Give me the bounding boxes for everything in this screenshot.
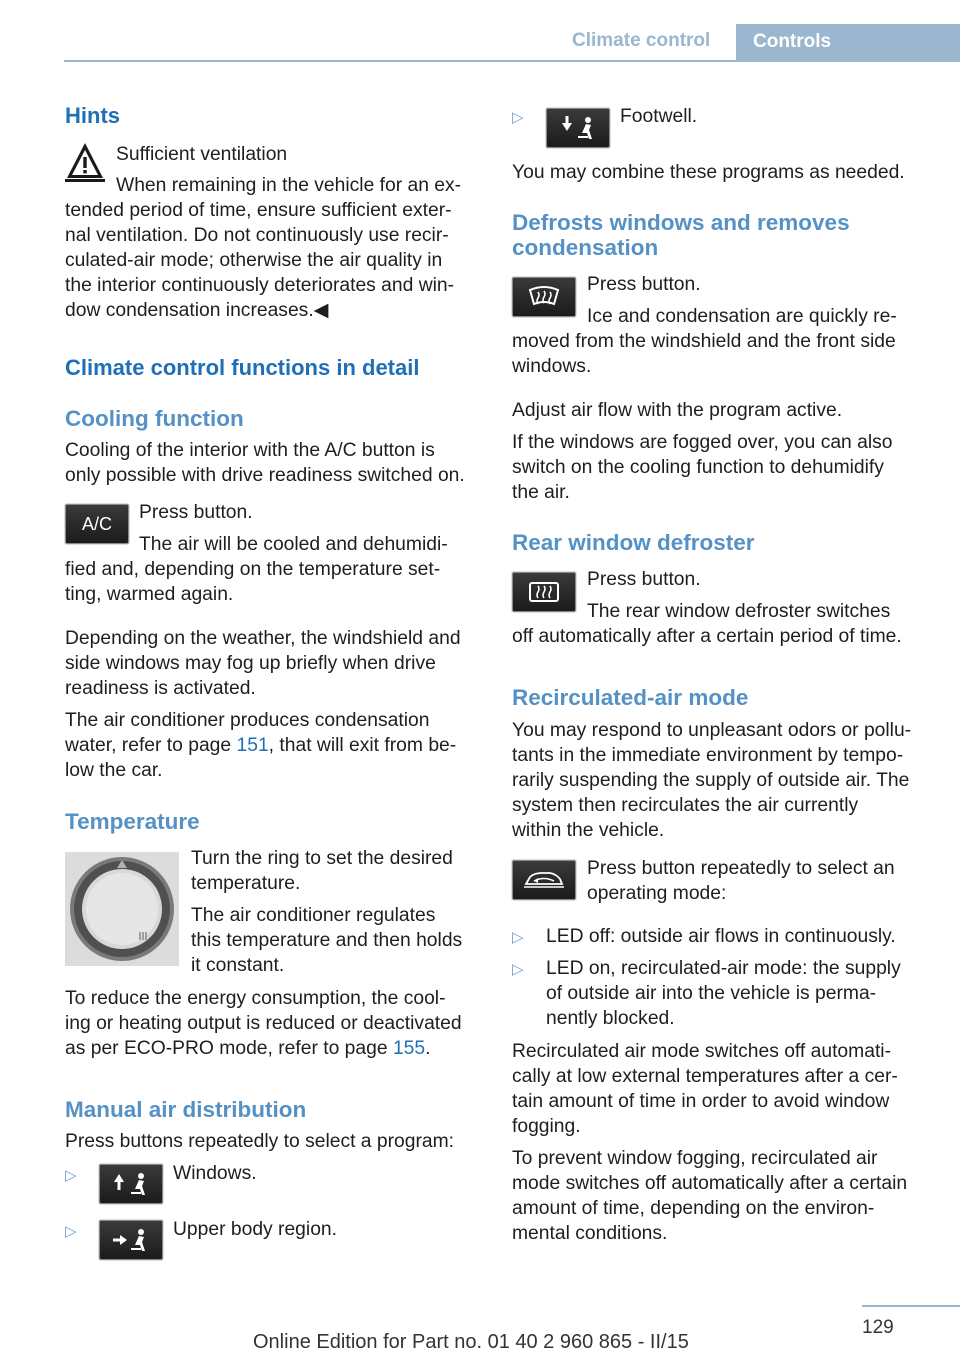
weather-text: readiness is activated. <box>65 678 256 699</box>
ac-label: A/C <box>81 513 112 534</box>
recirc-text: system then recirculates the air currently <box>512 795 859 816</box>
warning-line: tended period of time, ensure sufficient exter- <box>65 200 452 221</box>
bullet-triangle-icon: ▷ <box>512 109 524 126</box>
cooling-text: Cooling of the interior with the A/C button is <box>65 440 435 461</box>
bullet-triangle-icon: ▷ <box>512 929 524 946</box>
auto-off-text: fogging. <box>512 1116 581 1137</box>
bullet-triangle-icon: ▷ <box>65 1223 77 1240</box>
section-title: Climate control <box>572 30 711 51</box>
eco-text: ing or heating output is reduced or deactivated <box>65 1013 462 1034</box>
eco-text: To reduce the energy consumption, the cool- <box>65 988 446 1009</box>
program-footwell-label: Footwell. <box>620 106 698 127</box>
defrost-text: Ice and condensation are quickly re- <box>587 306 897 327</box>
cooling-result: ting, warmed again. <box>65 584 234 605</box>
recirculated-air-icon <box>512 860 576 900</box>
footer-rule <box>862 1305 960 1307</box>
chapter-title: Controls <box>753 31 832 52</box>
prevent-fog-text: To prevent window fogging, recirculated air <box>512 1148 878 1169</box>
temperature-text: it constant. <box>191 955 285 976</box>
manual-intro: Press buttons repeatedly to select a program: <box>65 1131 455 1152</box>
bullet-triangle-icon: ▷ <box>65 1167 77 1184</box>
edition-footer: Online Edition for Part no. 01 40 2 960 865 - II/15 <box>253 1331 689 1353</box>
recirc-heading: Recirculated-air mode <box>512 685 749 710</box>
recirc-press-text: Press button repeatedly to select an <box>587 858 895 879</box>
condensation-text: water, refer to page 151, that will exit from be- <box>65 735 457 756</box>
fog-text: switch on the cooling function to dehumidify <box>512 457 884 478</box>
temperature-text: The air conditioner regulates <box>191 905 436 926</box>
led-off-text: LED off: outside air flows in continuously. <box>546 926 896 947</box>
temperature-text: Turn the ring to set the desired <box>191 848 453 869</box>
warning-line: dow condensation increases.◀ <box>65 300 329 321</box>
page-header <box>0 0 960 62</box>
footwell-program-icon <box>546 108 610 148</box>
defrost-text: moved from the windshield and the front side <box>512 331 896 352</box>
recirc-text: You may respond to unpleasant odors or pollu- <box>512 720 912 741</box>
warning-line: culated-air mode; otherwise the air quality in <box>65 250 443 271</box>
press-button-text: Press button. <box>587 569 701 590</box>
led-on-text: LED on, recirculated-air mode: the supply <box>546 958 901 979</box>
cooling-result: fied and, depending on the temperature set- <box>65 559 441 580</box>
program-upper-body-label: Upper body region. <box>173 1219 337 1240</box>
page-number: 129 <box>862 1317 894 1338</box>
rear-defroster-text: The rear window defroster switches <box>587 601 891 622</box>
warning-line: nal ventilation. Do not continuously use recir- <box>65 225 449 246</box>
manual-heading: Manual air distribution <box>65 1097 307 1122</box>
cooling-result: The air will be cooled and dehumidi- <box>139 534 448 555</box>
recirc-press-text: operating mode: <box>587 883 727 904</box>
cooling-heading: Cooling function <box>65 406 244 431</box>
recirc-text: within the vehicle. <box>512 820 665 841</box>
led-on-text: nently blocked. <box>546 1008 675 1029</box>
bullet-triangle-icon: ▷ <box>512 961 524 978</box>
defrost-heading: condensation <box>512 235 659 260</box>
combine-text: You may combine these programs as needed. <box>512 162 905 183</box>
temperature-heading: Temperature <box>65 809 200 834</box>
hints-heading: Hints <box>65 103 120 128</box>
page-link-151[interactable]: 151 <box>236 735 269 756</box>
fog-text: If the windows are fogged over, you can also <box>512 432 893 453</box>
rear-defrost-icon <box>512 572 576 612</box>
press-button-text: Press button. <box>139 502 253 523</box>
ac-button-icon <box>65 504 129 544</box>
prevent-fog-text: mode switches off automatically after a certain <box>512 1173 908 1194</box>
defrost-heading: Defrosts windows and removes <box>512 210 850 235</box>
condensation-text: low the car. <box>65 760 163 781</box>
upper-body-program-icon <box>99 1220 163 1260</box>
auto-off-text: cally at low external temperatures after a cer- <box>512 1066 898 1087</box>
led-on-text: of outside air into the vehicle is perma- <box>546 983 877 1004</box>
weather-text: side windows may fog up briefly when drive <box>65 653 436 674</box>
rear-defroster-text: off automatically after a certain period of time. <box>512 626 902 647</box>
prevent-fog-text: amount of time, depending on the environ- <box>512 1198 875 1219</box>
warning-icon <box>65 140 105 182</box>
warning-line: the interior continuously deteriorates and win- <box>65 275 455 296</box>
windows-program-icon <box>99 1164 163 1204</box>
adjust-text: Adjust air flow with the program active. <box>512 400 843 421</box>
recirc-text: rarily suspending the supply of outside air. The <box>512 770 910 791</box>
header-rule <box>64 60 960 62</box>
cooling-text: only possible with drive readiness switched on. <box>65 465 465 486</box>
dial-icon <box>65 852 179 966</box>
eco-text: as per ECO-PRO mode, refer to page 155. <box>65 1038 431 1059</box>
windshield-defrost-icon <box>512 277 576 317</box>
temperature-dial-image <box>65 852 179 966</box>
prevent-fog-text: mental conditions. <box>512 1223 668 1244</box>
temperature-text: this temperature and then holds <box>191 930 463 951</box>
condensation-text: The air conditioner produces condensation <box>65 710 430 731</box>
auto-off-text: tain amount of time in order to avoid window <box>512 1091 890 1112</box>
warning-line: When remaining in the vehicle for an ex- <box>116 175 462 196</box>
warning-title: Sufficient ventilation <box>116 144 288 165</box>
temperature-text: temperature. <box>191 873 301 894</box>
chapter-tab <box>736 24 960 62</box>
page-link-155[interactable]: 155 <box>392 1038 426 1059</box>
auto-off-text: Recirculated air mode switches off automati- <box>512 1041 892 1062</box>
main-heading: Climate control functions in detail <box>65 355 420 380</box>
recirc-text: tants in the immediate environment by tempo- <box>512 745 904 766</box>
rear-defroster-heading: Rear window defroster <box>512 530 755 555</box>
fog-text: the air. <box>512 482 570 503</box>
program-windows-label: Windows. <box>173 1163 257 1184</box>
press-button-text: Press button. <box>587 274 701 295</box>
defrost-text: windows. <box>512 356 592 377</box>
weather-text: Depending on the weather, the windshield and <box>65 628 461 649</box>
